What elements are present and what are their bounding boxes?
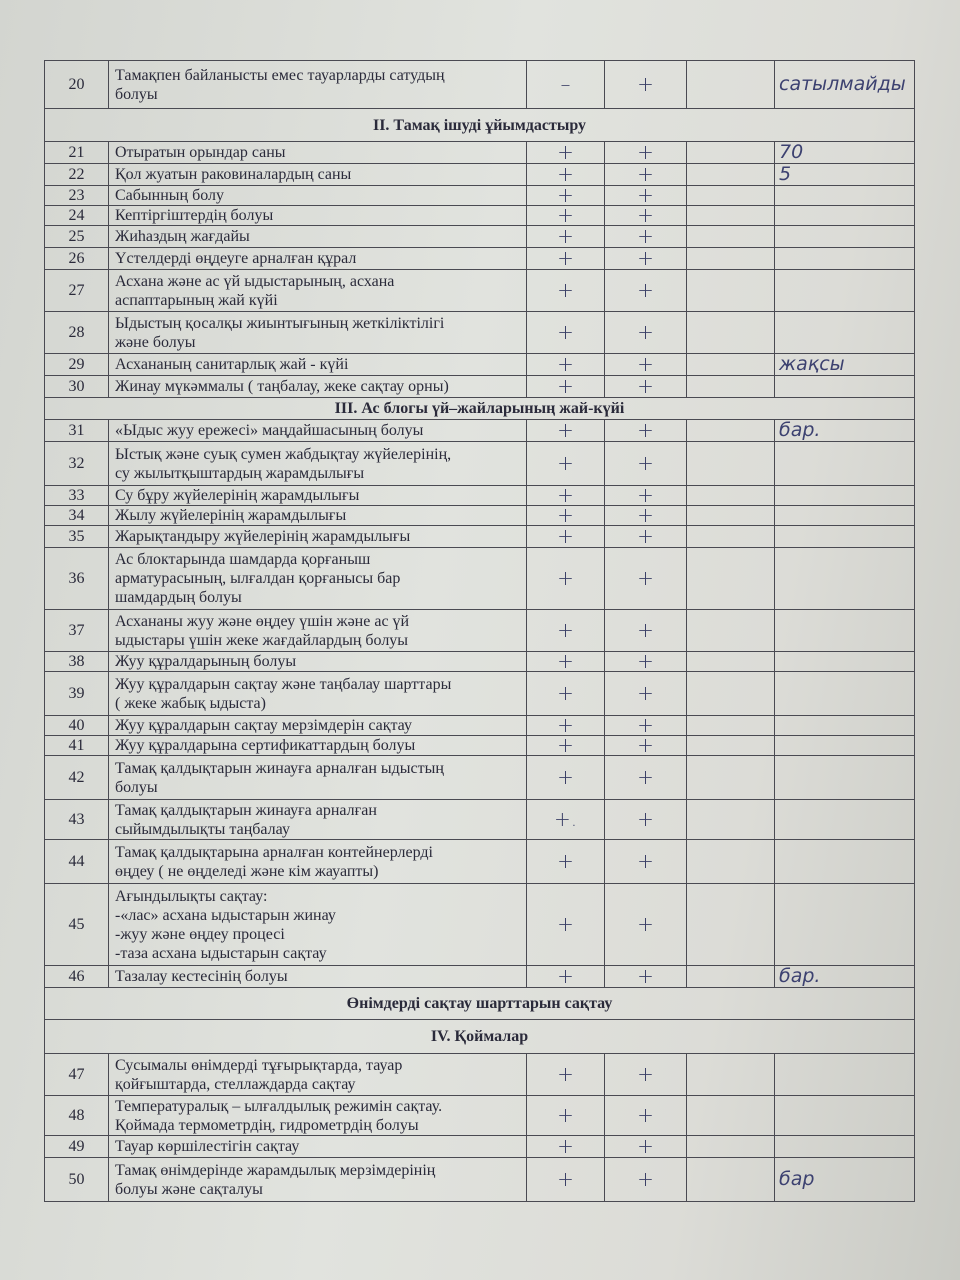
criterion-text xyxy=(109,736,527,756)
mark-cell-2: + xyxy=(605,1054,687,1096)
mark-cell-1: + xyxy=(527,652,605,672)
criterion-line: Ағындылықты сақтау: xyxy=(115,887,268,905)
mark-cell-1: + xyxy=(527,506,605,526)
criterion-line: ыдыстары үшін жеке жағдайлардың болуы xyxy=(115,631,409,649)
handwritten-note: жақсы xyxy=(775,354,915,376)
criterion-line: Жуу құралдарын сақтау мерзімдерін сақтау xyxy=(115,717,412,734)
criterion-text xyxy=(109,548,527,610)
row-number: 32 xyxy=(45,442,109,486)
criterion-text xyxy=(109,376,527,398)
row-number: 31 xyxy=(45,420,109,442)
mark-cell-2: + xyxy=(605,1136,687,1158)
criterion-line: Жылу жүйелерінің жарамдылығы xyxy=(115,507,347,524)
row-number: 23 xyxy=(45,186,109,206)
mark-cell-2: + xyxy=(605,164,687,186)
criterion-text xyxy=(109,186,527,206)
table-row xyxy=(45,506,915,526)
mark-cell-2: + xyxy=(605,506,687,526)
mark-cell-2: + xyxy=(605,966,687,988)
table-row xyxy=(45,756,915,800)
row-number: 21 xyxy=(45,142,109,164)
criterion-line: және болуы xyxy=(115,333,196,351)
criterion-line: Қол жуатын раковиналардың саны xyxy=(115,166,352,183)
handwritten-note xyxy=(775,376,915,398)
section-title: II. Тамақ ішуді ұйымдастыру xyxy=(45,109,915,142)
mark-cell-2: + xyxy=(605,800,687,840)
criterion-text xyxy=(109,672,527,716)
criterion-line: Асхананы жуу және өңдеу үшін және ас үй xyxy=(115,612,410,630)
mark-cell-1: + xyxy=(527,420,605,442)
mark-cell-2: + xyxy=(605,442,687,486)
row-number: 33 xyxy=(45,486,109,506)
row-number: 34 xyxy=(45,506,109,526)
empty-cell xyxy=(687,800,775,840)
empty-cell xyxy=(687,142,775,164)
section-header-row xyxy=(45,109,915,142)
empty-cell xyxy=(687,526,775,548)
row-number: 39 xyxy=(45,672,109,716)
handwritten-note xyxy=(775,1136,915,1158)
criterion-line: Тамақ қалдықтарына арналған контейнерлерді xyxy=(115,843,433,861)
section-title: Өнімдерді сақтау шарттарын сақтау xyxy=(45,988,915,1020)
empty-cell xyxy=(687,884,775,966)
criterion-line: Отыратын орындар саны xyxy=(115,144,286,161)
mark-cell-1: + xyxy=(527,1158,605,1202)
table-row xyxy=(45,312,915,354)
handwritten-note: бар. xyxy=(775,966,915,988)
mark-cell-1: + xyxy=(527,1096,605,1136)
empty-cell xyxy=(687,270,775,312)
row-number: 26 xyxy=(45,248,109,270)
table-row xyxy=(45,672,915,716)
criterion-text xyxy=(109,226,527,248)
empty-cell xyxy=(687,966,775,988)
criterion-line: Тазалау кестесінің болуы xyxy=(115,968,288,985)
empty-cell xyxy=(687,164,775,186)
section-title: IV. Қоймалар xyxy=(45,1020,915,1054)
mark-cell-1: + xyxy=(527,672,605,716)
empty-cell xyxy=(687,736,775,756)
row-number: 47 xyxy=(45,1054,109,1096)
row-number: 45 xyxy=(45,884,109,966)
criterion-line: болуы xyxy=(115,778,158,796)
mark-cell-2: + xyxy=(605,652,687,672)
mark-cell-1: + xyxy=(527,526,605,548)
mark-cell-2: + xyxy=(605,376,687,398)
criterion-line: Ыстық және суық сумен жабдықтау жүйелерінің, xyxy=(115,445,452,463)
criterion-line: Асхана және ас үй ыдыстарының, асхана xyxy=(115,272,395,290)
mark-cell-1: + xyxy=(527,312,605,354)
mark-cell-1: + xyxy=(527,226,605,248)
mark-cell-2: + xyxy=(605,716,687,736)
inspection-table xyxy=(44,60,915,1202)
handwritten-note xyxy=(775,186,915,206)
table-row xyxy=(45,610,915,652)
mark-cell-2: + xyxy=(605,548,687,610)
handwritten-note xyxy=(775,248,915,270)
criterion-text xyxy=(109,420,527,442)
criterion-text xyxy=(109,142,527,164)
criterion-line: -таза асхана ыдыстарын сақтау xyxy=(115,944,327,962)
row-number: 43 xyxy=(45,800,109,840)
table-row xyxy=(45,840,915,884)
criterion-line: -«лас» асхана ыдыстарын жинау xyxy=(115,906,336,924)
handwritten-note xyxy=(775,226,915,248)
handwritten-note xyxy=(775,486,915,506)
criterion-line: Тамақпен байланысты емес тауарларды сатудың xyxy=(115,66,445,84)
criterion-text xyxy=(109,966,527,988)
criterion-line: Ыдыстың қосалқы жиынтығының жеткіліктілігі xyxy=(115,314,445,332)
criterion-line: -жуу және өңдеу процесі xyxy=(115,925,285,943)
table-row xyxy=(45,526,915,548)
table-row xyxy=(45,1158,915,1202)
criterion-line: Жиһаздың жағдайы xyxy=(115,228,250,245)
mark-cell-2: + xyxy=(605,354,687,376)
criterion-line: қойғыштарда, стеллаждарда сақтау xyxy=(115,1075,356,1093)
row-number: 36 xyxy=(45,548,109,610)
mark-cell-1: + xyxy=(527,186,605,206)
table-row xyxy=(45,800,915,840)
mark-cell-2: + xyxy=(605,486,687,506)
criterion-line: Асхананың санитарлық жай - күйі xyxy=(115,356,349,373)
table-row xyxy=(45,884,915,966)
row-number: 25 xyxy=(45,226,109,248)
criterion-text xyxy=(109,248,527,270)
criterion-text xyxy=(109,270,527,312)
mark-cell-2: + xyxy=(605,186,687,206)
row-number: 48 xyxy=(45,1096,109,1136)
row-number: 37 xyxy=(45,610,109,652)
table-row xyxy=(45,164,915,186)
criterion-text xyxy=(109,1096,527,1136)
table-row xyxy=(45,376,915,398)
criterion-line: Сабынның болу xyxy=(115,187,225,204)
table-row xyxy=(45,1096,915,1136)
handwritten-note xyxy=(775,206,915,226)
criterion-line: Жуу құралдарын сақтау және таңбалау шарттары xyxy=(115,675,452,693)
mark-cell-1: + xyxy=(527,1136,605,1158)
empty-cell xyxy=(687,420,775,442)
criterion-text xyxy=(109,506,527,526)
criterion-line: Жуу құралдарының болуы xyxy=(115,653,297,670)
mark-cell-2: + xyxy=(605,1096,687,1136)
row-number: 30 xyxy=(45,376,109,398)
row-number: 44 xyxy=(45,840,109,884)
criterion-line: Температуралық – ылғалдылық режимін сақтау. xyxy=(115,1097,443,1115)
table-row xyxy=(45,186,915,206)
handwritten-note xyxy=(775,1096,915,1136)
section-header-row xyxy=(45,988,915,1020)
criterion-line: Тамақ қалдықтарын жинауға арналған xyxy=(115,801,377,819)
empty-cell xyxy=(687,312,775,354)
criterion-line: ( жеке жабық ыдыста) xyxy=(115,694,266,712)
empty-cell xyxy=(687,248,775,270)
row-number: 40 xyxy=(45,716,109,736)
row-number: 22 xyxy=(45,164,109,186)
empty-cell xyxy=(687,840,775,884)
criterion-text xyxy=(109,652,527,672)
table-row xyxy=(45,652,915,672)
criterion-text xyxy=(109,312,527,354)
criterion-text xyxy=(109,354,527,376)
handwritten-note: 5 xyxy=(775,164,915,186)
criterion-line: «Ыдыс жуу ережесі» маңдайшасының болуы xyxy=(115,422,424,439)
table-row xyxy=(45,226,915,248)
empty-cell xyxy=(687,756,775,800)
mark-cell-2: + xyxy=(605,840,687,884)
row-number: 29 xyxy=(45,354,109,376)
mark-cell-1: + xyxy=(527,248,605,270)
criterion-text xyxy=(109,1136,527,1158)
empty-cell xyxy=(687,376,775,398)
row-number: 35 xyxy=(45,526,109,548)
criterion-line: Кептіргіштердің болуы xyxy=(115,207,274,224)
criterion-line: су жылытқыштардың жарамдылығы xyxy=(115,464,365,482)
criterion-text xyxy=(109,1158,527,1202)
criterion-line: өңдеу ( не өңделеді және кім жауапты) xyxy=(115,862,379,880)
empty-cell xyxy=(687,716,775,736)
mark-cell-1: + xyxy=(527,442,605,486)
mark-cell-1: + xyxy=(527,716,605,736)
criterion-text xyxy=(109,442,527,486)
criterion-text xyxy=(109,206,527,226)
handwritten-note xyxy=(775,840,915,884)
criterion-line: Үстелдерді өңдеуге арналған құрал xyxy=(115,250,357,267)
criterion-text xyxy=(109,61,527,109)
row-number: 27 xyxy=(45,270,109,312)
empty-cell xyxy=(687,486,775,506)
table-row xyxy=(45,1136,915,1158)
table-row xyxy=(45,966,915,988)
criterion-text xyxy=(109,840,527,884)
criterion-text xyxy=(109,1054,527,1096)
table-row xyxy=(45,354,915,376)
criterion-text xyxy=(109,716,527,736)
mark-cell-2: + xyxy=(605,1158,687,1202)
table-row xyxy=(45,548,915,610)
handwritten-note: бар. xyxy=(775,420,915,442)
mark-cell-1: + xyxy=(527,164,605,186)
empty-cell xyxy=(687,61,775,109)
row-number: 20 xyxy=(45,61,109,109)
handwritten-note: бар xyxy=(775,1158,915,1202)
empty-cell xyxy=(687,1096,775,1136)
criterion-text xyxy=(109,526,527,548)
mark-cell-2: + xyxy=(605,420,687,442)
handwritten-note xyxy=(775,736,915,756)
empty-cell xyxy=(687,186,775,206)
table-row xyxy=(45,206,915,226)
handwritten-note xyxy=(775,548,915,610)
mark-cell-1: + xyxy=(527,206,605,226)
row-number: 50 xyxy=(45,1158,109,1202)
empty-cell xyxy=(687,1158,775,1202)
table-body xyxy=(45,61,915,1202)
mark-cell-2: + xyxy=(605,206,687,226)
section-title: III. Ас блогы үй–жайларының жай-күйі xyxy=(45,398,915,420)
empty-cell xyxy=(687,354,775,376)
empty-cell xyxy=(687,1136,775,1158)
criterion-line: аспаптарының жай күйі xyxy=(115,291,278,309)
empty-cell xyxy=(687,672,775,716)
table-row xyxy=(45,736,915,756)
empty-cell xyxy=(687,1054,775,1096)
criterion-line: сыйымдылықты таңбалау xyxy=(115,820,290,838)
mark-cell-2: + xyxy=(605,270,687,312)
row-number: 28 xyxy=(45,312,109,354)
handwritten-note xyxy=(775,506,915,526)
empty-cell xyxy=(687,610,775,652)
mark-cell-1: + xyxy=(527,142,605,164)
section-header-row xyxy=(45,1020,915,1054)
mark-cell-2: + xyxy=(605,672,687,716)
handwritten-note xyxy=(775,442,915,486)
criterion-line: Жарықтандыру жүйелерінің жарамдылығы xyxy=(115,528,411,545)
empty-cell xyxy=(687,652,775,672)
mark-cell-2: + xyxy=(605,142,687,164)
table-row xyxy=(45,270,915,312)
criterion-line: шамдардың болуы xyxy=(115,589,242,606)
mark-cell-1: + xyxy=(527,354,605,376)
criterion-line: Су бұру жүйелерінің жарамдылығы xyxy=(115,487,360,504)
table-row xyxy=(45,1054,915,1096)
table-row xyxy=(45,61,915,109)
mark-cell-2: + xyxy=(605,61,687,109)
mark-cell-1: + xyxy=(527,756,605,800)
handwritten-note xyxy=(775,756,915,800)
criterion-line: Ас блоктарында шамдарда қорғаныш xyxy=(115,551,371,568)
mark-cell-1: +. xyxy=(527,800,605,840)
row-number: 42 xyxy=(45,756,109,800)
row-number: 24 xyxy=(45,206,109,226)
mark-cell-1: – xyxy=(527,61,605,109)
criterion-line: болуы xyxy=(115,85,158,103)
criterion-line: Жуу құралдарына сертификаттардың болуы xyxy=(115,737,416,754)
handwritten-note: сатылмайды xyxy=(775,61,915,109)
handwritten-note xyxy=(775,270,915,312)
row-number: 38 xyxy=(45,652,109,672)
table-row xyxy=(45,486,915,506)
table-row xyxy=(45,248,915,270)
criterion-line: Тауар көршілестігін сақтау xyxy=(115,1138,300,1155)
mark-cell-1: + xyxy=(527,270,605,312)
table-row xyxy=(45,442,915,486)
mark-cell-1: + xyxy=(527,966,605,988)
mark-cell-2: + xyxy=(605,312,687,354)
criterion-text xyxy=(109,610,527,652)
criterion-text xyxy=(109,164,527,186)
criterion-line: Сусымалы өнімдерді тұғырықтарда, тауар xyxy=(115,1056,403,1074)
mark-cell-2: + xyxy=(605,248,687,270)
empty-cell xyxy=(687,206,775,226)
empty-cell xyxy=(687,226,775,248)
mark-cell-1: + xyxy=(527,486,605,506)
table-row xyxy=(45,420,915,442)
mark-cell-1: + xyxy=(527,884,605,966)
mark-cell-1: + xyxy=(527,548,605,610)
handwritten-note xyxy=(775,526,915,548)
criterion-line: Тамақ қалдықтарын жинауға арналған ыдыстың xyxy=(115,759,444,777)
empty-cell xyxy=(687,548,775,610)
handwritten-note xyxy=(775,884,915,966)
mark-cell-1: + xyxy=(527,610,605,652)
row-number: 41 xyxy=(45,736,109,756)
criterion-line: болуы және сақталуы xyxy=(115,1180,263,1198)
section-header-row xyxy=(45,398,915,420)
criterion-text xyxy=(109,884,527,966)
empty-cell xyxy=(687,506,775,526)
criterion-text xyxy=(109,800,527,840)
row-number: 46 xyxy=(45,966,109,988)
mark-cell-2: + xyxy=(605,610,687,652)
criterion-line: арматурасының, ылғалдан қорғанысы бар xyxy=(115,570,401,587)
handwritten-note xyxy=(775,610,915,652)
handwritten-note xyxy=(775,716,915,736)
mark-cell-1: + xyxy=(527,840,605,884)
table-row xyxy=(45,142,915,164)
mark-cell-2: + xyxy=(605,884,687,966)
handwritten-note xyxy=(775,672,915,716)
row-number: 49 xyxy=(45,1136,109,1158)
criterion-line: Қоймада термометрдің, гидрометрдің болуы xyxy=(115,1116,419,1134)
handwritten-note: 70 xyxy=(775,142,915,164)
handwritten-note xyxy=(775,652,915,672)
handwritten-note xyxy=(775,800,915,840)
mark-cell-2: + xyxy=(605,756,687,800)
criterion-text xyxy=(109,756,527,800)
criterion-line: Тамақ өнімдерінде жарамдылық мерзімдерінің xyxy=(115,1161,436,1179)
table-row xyxy=(45,716,915,736)
mark-cell-1: + xyxy=(527,1054,605,1096)
mark-cell-2: + xyxy=(605,736,687,756)
handwritten-note xyxy=(775,1054,915,1096)
criterion-line: Жинау мүкәммалы ( таңбалау, жеке сақтау орны) xyxy=(115,378,449,395)
mark-cell-1: + xyxy=(527,376,605,398)
criterion-text xyxy=(109,486,527,506)
mark-cell-2: + xyxy=(605,526,687,548)
mark-cell-2: + xyxy=(605,226,687,248)
mark-cell-1: + xyxy=(527,736,605,756)
empty-cell xyxy=(687,442,775,486)
handwritten-note xyxy=(775,312,915,354)
